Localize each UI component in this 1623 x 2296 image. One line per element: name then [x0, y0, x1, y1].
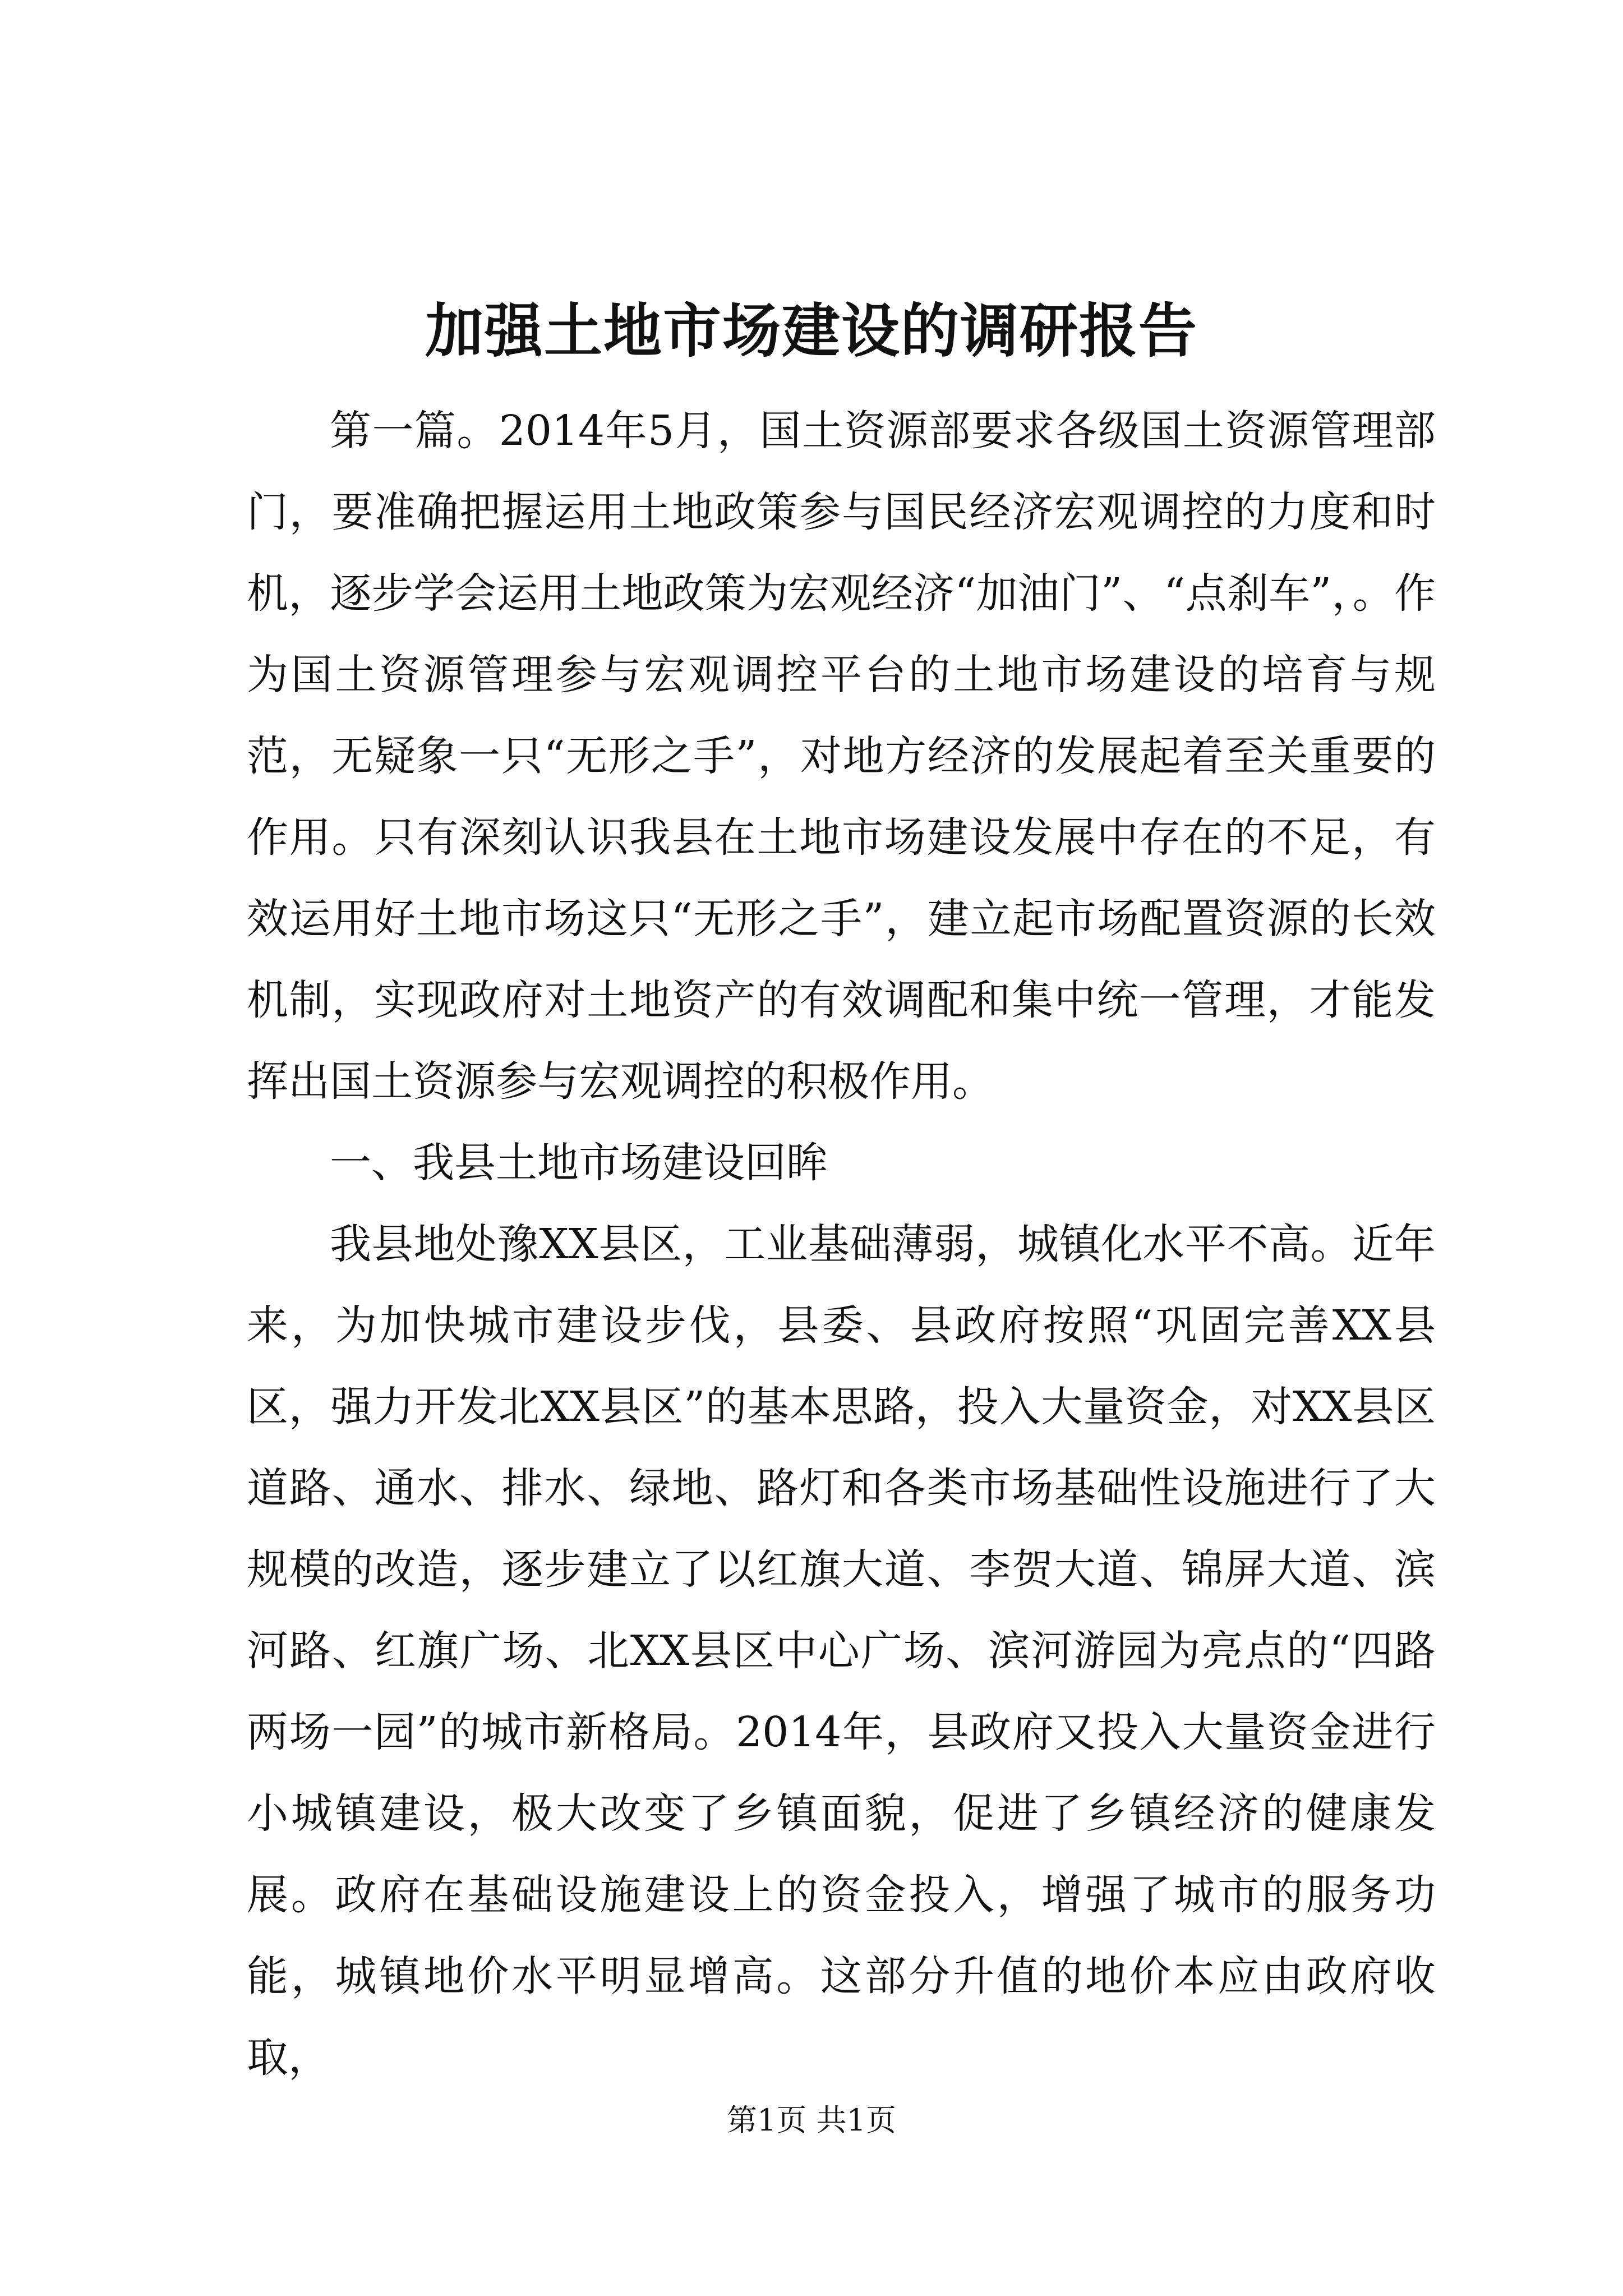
document-title: 加强土地市场建设的调研报告	[425, 296, 1198, 365]
section-heading: 一、我县土地市场建设回眸	[330, 1139, 828, 1187]
paragraph-intro: 第一篇。2014年5月，国土资源部要求各级国土资源管理部门，要准确把握运用土地政策参与国民经济宏观调控的力度和时机，逐步学会运用土地政策为宏观经济“加油门”、“点刹车”，。作为国土资源管理参与宏观调控平台的土地市场建设的培育与规范，无疑象一只“无形之手”，对地方经济的发展起着至关重要的作用。只有深刻认识我县在土地市场建设发展中存在的不足，有效运用好土地市场这只“无形之手”，建立起市场配置资源的长效机制，实现政府对土地资产的有效调配和集中统一管理，才能发挥出国土资源参与宏观调控的积极作用。	[247, 407, 1436, 1106]
paragraph-review: 我县地处豫XX县区，工业基础薄弱，城镇化水平不高。近年来，为加快城市建设步伐，县委、县政府按照“巩固完善XX县区，强力开发北XX县区”的基本思路，投入大量资金，对XX县区道路、通水、排水、绿地、路灯和各类市场基础性设施进行了大规模的改造，逐步建立了以红旗大道、李贺大道、锦屏大道、滨河路、红旗广场、北XX县区中心广场、滨河游园为亮点的“四路两场一园”的城市新格局。2014年，县政府又投入大量资金进行小城镇建设，极大改变了乡镇面貌，促进了乡镇经济的健康发展。政府在基础设施建设上的资金投入，增强了城市的服务功能，城镇地价水平明显增高。这部分升值的地价本应由政府收取，	[247, 1220, 1436, 2082]
document-body	[247, 390, 1436, 2099]
page-number-footer: 第1页 共1页	[727, 2102, 896, 2138]
